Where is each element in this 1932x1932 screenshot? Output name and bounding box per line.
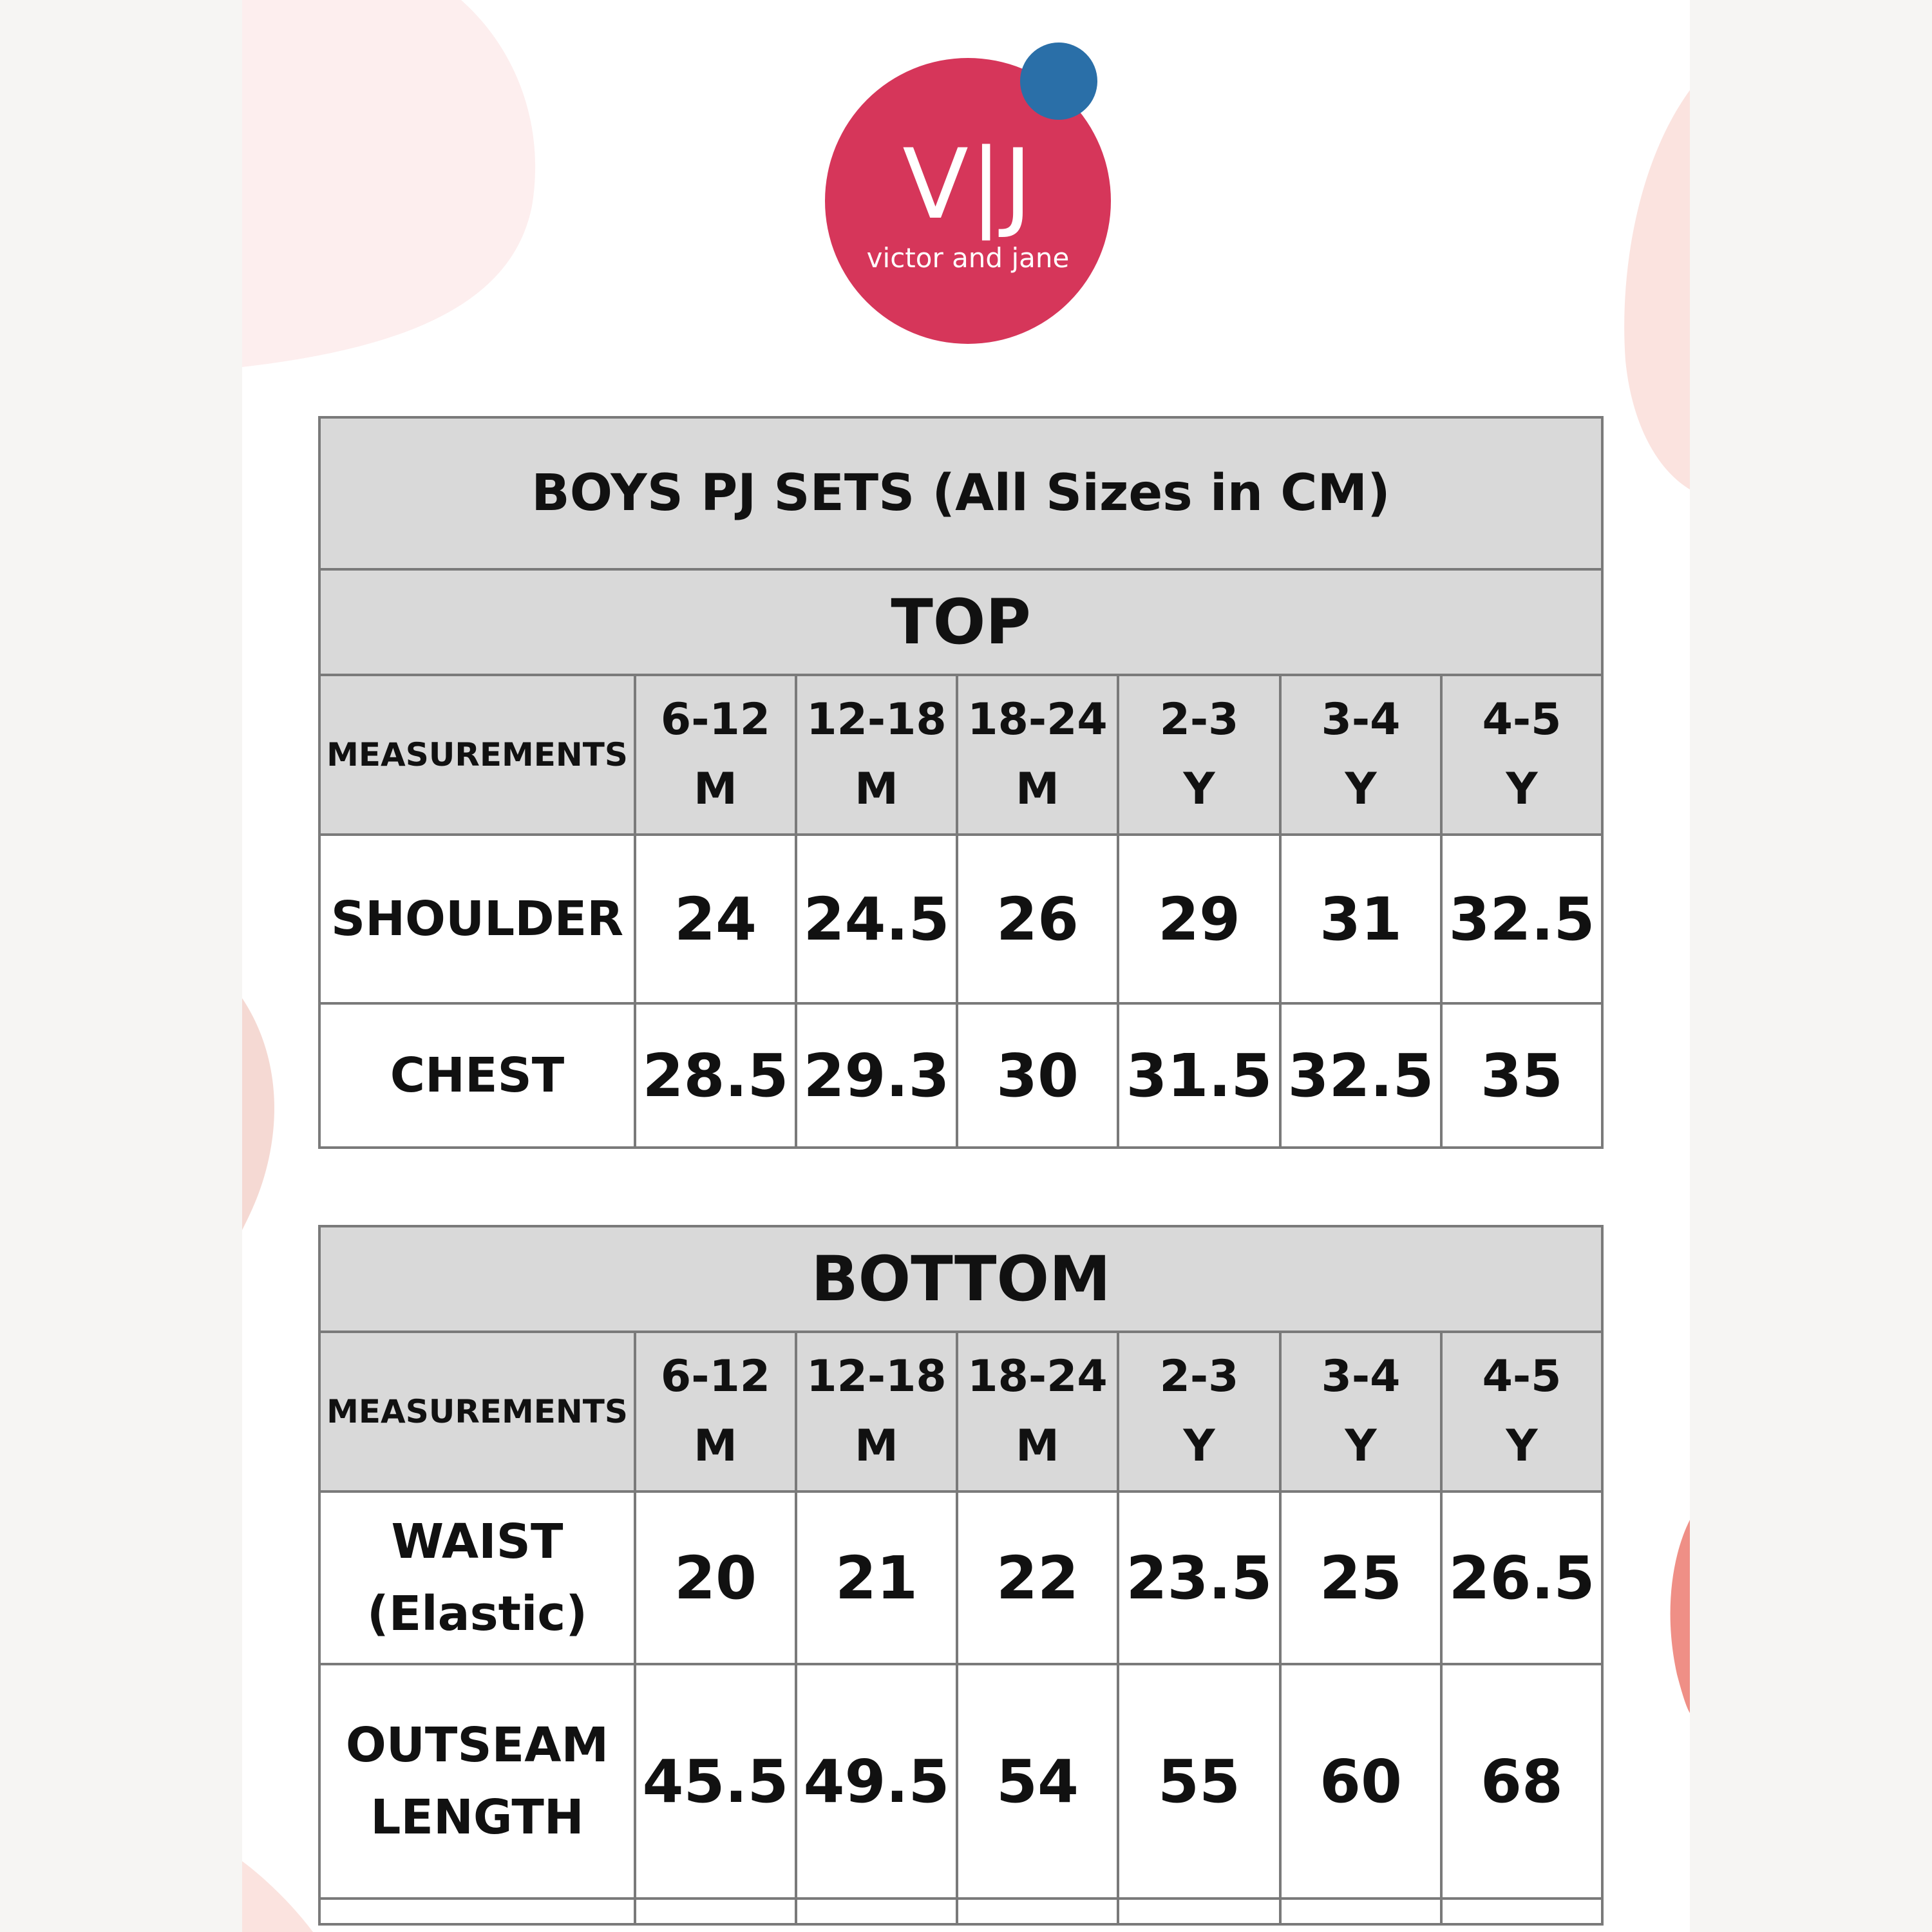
value-cell: 49.5 (796, 1664, 957, 1899)
title-row (319, 417, 1602, 569)
size-header: 3-4 Y (1280, 675, 1441, 835)
table-row-partial (319, 1899, 1602, 1924)
logo-brand-name: victor and jane (866, 242, 1070, 274)
value-cell: 26.5 (1441, 1492, 1602, 1664)
table-row-shoulder (319, 835, 1602, 1003)
value-cell: 31 (1280, 835, 1441, 1003)
value-cell: 20 (635, 1492, 796, 1664)
value-cell: 31.5 (1118, 1003, 1280, 1148)
size-header: 4-5 Y (1441, 675, 1602, 835)
value-cell: 26 (957, 835, 1118, 1003)
size-header: 18-24 M (957, 675, 1118, 835)
empty-cell (1118, 1899, 1280, 1924)
section-heading-row (319, 1226, 1602, 1332)
chart-title: BOYS PJ SETS (All Sizes in CM) (319, 417, 1602, 569)
value-cell: 23.5 (1118, 1492, 1280, 1664)
size-header: 12-18 M (796, 1332, 957, 1492)
empty-cell (957, 1899, 1118, 1924)
value-cell: 54 (957, 1664, 1118, 1899)
size-header: 18-24 M (957, 1332, 1118, 1492)
section-heading-row (319, 569, 1602, 675)
table-row-waist (319, 1492, 1602, 1664)
decorative-blob-left-mid (242, 998, 281, 1230)
value-cell: 32.5 (1280, 1003, 1441, 1148)
value-cell: 55 (1118, 1664, 1280, 1899)
empty-cell (796, 1899, 957, 1924)
section-heading-top: TOP (319, 569, 1602, 675)
decorative-blob-right-bottom (1664, 1520, 1690, 1713)
table-row-outseam-length (319, 1664, 1602, 1899)
value-cell: 22 (957, 1492, 1118, 1664)
value-cell: 68 (1441, 1664, 1602, 1899)
value-cell: 60 (1280, 1664, 1441, 1899)
decorative-blob-top-left (242, 0, 545, 374)
size-header: 6-12 M (635, 675, 796, 835)
brand-logo (823, 40, 1132, 349)
value-cell: 28.5 (635, 1003, 796, 1148)
top-size-table (318, 416, 1604, 1149)
row-label: WAIST (Elastic) (319, 1492, 635, 1664)
value-cell: 35 (1441, 1003, 1602, 1148)
size-header: 6-12 M (635, 1332, 796, 1492)
size-header: 2-3 Y (1118, 675, 1280, 835)
decorative-blob-bottom-left (242, 1861, 313, 1932)
value-cell: 45.5 (635, 1664, 796, 1899)
row-label: SHOULDER (319, 835, 635, 1003)
row-label: OUTSEAM LENGTH (319, 1664, 635, 1899)
value-cell: 21 (796, 1492, 957, 1664)
size-header: 4-5 Y (1441, 1332, 1602, 1492)
size-header-row (319, 1332, 1602, 1492)
measurements-header: MEASUREMENTS (319, 1332, 635, 1492)
value-cell: 25 (1280, 1492, 1441, 1664)
row-label: CHEST (319, 1003, 635, 1148)
value-cell: 30 (957, 1003, 1118, 1148)
value-cell: 24 (635, 835, 796, 1003)
empty-cell (1441, 1899, 1602, 1924)
measurements-header: MEASUREMENTS (319, 675, 635, 835)
value-cell: 29.3 (796, 1003, 957, 1148)
empty-cell (1280, 1899, 1441, 1924)
logo-mark: V|J (902, 129, 1034, 241)
bottom-size-table (318, 1225, 1604, 1926)
size-header-row (319, 675, 1602, 835)
empty-cell (319, 1899, 635, 1924)
value-cell: 32.5 (1441, 835, 1602, 1003)
table-row-chest (319, 1003, 1602, 1148)
value-cell: 24.5 (796, 835, 957, 1003)
section-heading-bottom: BOTTOM (319, 1226, 1602, 1332)
size-header: 2-3 Y (1118, 1332, 1280, 1492)
size-header: 12-18 M (796, 675, 957, 835)
decorative-blob-right (1619, 90, 1690, 502)
size-header: 3-4 Y (1280, 1332, 1441, 1492)
value-cell: 29 (1118, 835, 1280, 1003)
empty-cell (635, 1899, 796, 1924)
